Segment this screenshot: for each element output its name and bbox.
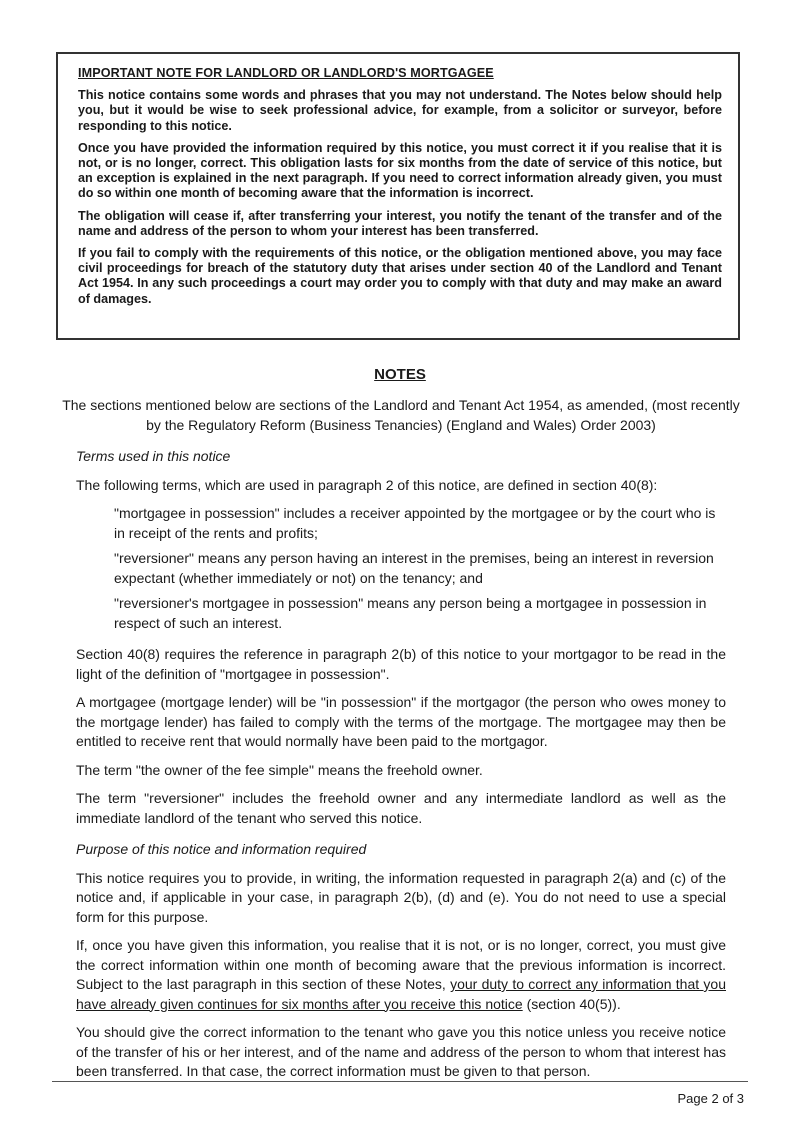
correct-text-end: (section 40(5)). (522, 995, 621, 1012)
box-paragraph: This notice contains some words and phrases that you may not understand. The Notes below should help you, but it would be wise to seek professional advice, for example, from a solicitor or surveyor, before responding to this notice. (78, 88, 722, 133)
definition-item: "mortgagee in possession" includes a receiver appointed by the mortgagee or by the court who is in receipt of the rents and profits; (114, 505, 716, 541)
box-paragraph: Once you have provided the information required by this notice, you must correct it if you realise that it is not, or is no longer, correct. This obligation lasts for six months from the date of service of this notice, but an exception is explained in the next paragraph. If you need to correct information already given, you must do so within one month of becoming aware that the information is incorrect. (78, 140, 722, 201)
correct-text-start: If, once you have given this information, you realise that it is not, or is no longer, correct, you must give the correct information within one month of becoming aware that the previous information is incorrect. Subject to the last paragraph in this section of these Notes, (76, 937, 726, 992)
notes-body (62, 396, 740, 1091)
mortgagee-paragraph: A mortgagee (mortgage lender) will be "in possession" if the mortgagor (the person who owes money to the mortgage lender) has failed to comply with the terms of the mortgage. The mortgagee may then be entitled to receive rent that would normally have been paid to the mortgagor. (76, 694, 726, 749)
definition-item: "reversioner" means any person having an interest in the premises, being an interest in reversion expectant (whether immediately or not) on the tenancy; and (114, 550, 714, 586)
correct-information-paragraph (76, 936, 726, 1014)
notes-title: NOTES (374, 366, 426, 383)
page-number: Page 2 of 3 (677, 1091, 744, 1106)
section-40-8-paragraph: Section 40(8) requires the reference in paragraph 2(b) of this notice to your mortgagor to be read in the light of the definition of "mortgagee in possession". (76, 646, 726, 682)
important-note-box (56, 52, 740, 340)
correct-text-underlined: your duty to correct any information that you have already given continues for six months after you receive this notice (76, 976, 726, 1012)
notes-intro: The sections mentioned below are sections of the Landlord and Tenant Act 1954, as amended, (most recently by the Regulatory Reform (Business Tenancies) (England and Wales) Order 2003) (62, 397, 740, 433)
box-paragraph: The obligation will cease if, after transferring your interest, you notify the tenant of the transfer and of the name and address of the person to whom your interest has been transferred. (78, 208, 722, 238)
box-paragraph: If you fail to comply with the requirements of this notice, or the obligation mentioned above, you may face civil proceedings for breach of the statutory duty that arises under section 40 of the Landlord and Tenant Act 1954. In any such proceedings a court may order you to comply with that duty and may make an award of damages. (78, 246, 722, 306)
give-information-paragraph: You should give the correct information to the tenant who gave you this notice unless you receive notice of the transfer of his or her interest, and of the name and address of the person to whom that interest has been transferred. In that case, the correct information must be given to that person. (76, 1024, 726, 1079)
fee-simple-paragraph: The term "the owner of the fee simple" means the freehold owner. (76, 761, 483, 778)
reversioner-paragraph: The term "reversioner" includes the freehold owner and any intermediate landlord as well as the immediate landlord of the tenant who served this notice. (76, 790, 726, 826)
requires-paragraph: This notice requires you to provide, in writing, the information requested in paragraph 2(a) and (c) of the notice and, if applicable in your case, in paragraph 2(b), (d) and (e). You do not need to use a special form for this purpose. (76, 869, 726, 925)
important-note-title: IMPORTANT NOTE FOR LANDLORD OR LANDLORD'S MORTGAGEE (78, 66, 494, 80)
footer-divider (52, 1081, 748, 1082)
purpose-heading: Purpose of this notice and information required (76, 841, 367, 857)
terms-intro: The following terms, which are used in paragraph 2 of this notice, are defined in section 40(8): (76, 476, 658, 493)
terms-heading: Terms used in this notice (76, 448, 231, 464)
definition-item: "reversioner's mortgagee in possession" means any person being a mortgagee in possession in respect of such an interest. (114, 595, 707, 631)
